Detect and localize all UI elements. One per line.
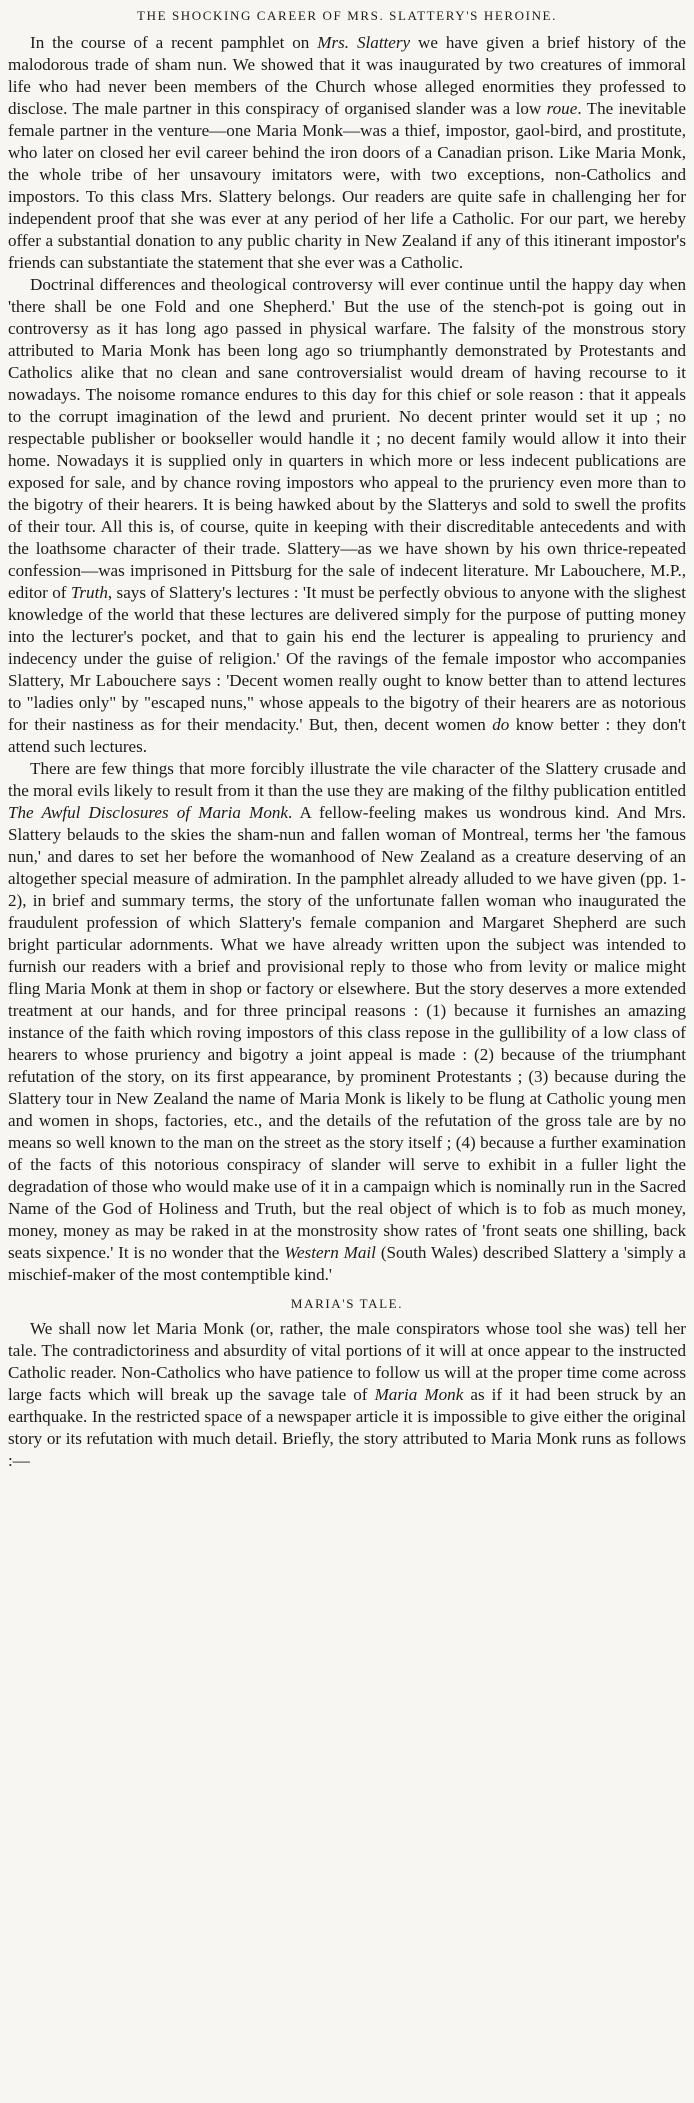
italic-run: Truth bbox=[70, 583, 108, 602]
italic-run: Western Mail bbox=[284, 1243, 376, 1262]
text-run: In the course of a recent pamphlet on bbox=[30, 33, 318, 52]
text-run: We shall now let Maria Monk (or, rather, the male conspirators whose tool she was) tell her tale. The contradictoriness and absurdity of vital portions of it will at once appear to the instructed Catholic reader. Non-Catholics who have patience to follow us will at the proper time come across large facts which will break up the savage tale of bbox=[8, 1319, 686, 1404]
paragraph-1 bbox=[8, 32, 686, 274]
section-heading: MARIA'S TALE. bbox=[290, 1296, 404, 1311]
article-body bbox=[8, 32, 686, 1286]
italic-run: Maria Monk bbox=[374, 1385, 464, 1404]
article-title: THE SHOCKING CAREER OF MRS. SLATTERY'S HEROINE. bbox=[137, 8, 557, 23]
text-run: . The inevitable female partner in the venture—one Maria Monk—was a thief, impostor, gaol-bird, and prostitute, who later on closed her evil career behind the iron doors of a Canadian prison. Like Maria Monk, the whole tribe of her unsavoury imitators were, with two exceptions, non-Catholics and impostors. To this class Mrs. Slattery belongs. Our readers are quite safe in challenging her for independent proof that she was ever at any period of her life a Catholic. For our part, we hereby offer a substantial donation to any public charity in New Zealand if any of this itinerant impostor's friends can substantiate the statement that she ever was a Catholic. bbox=[8, 99, 686, 272]
text-run: , says of Slattery's lectures : 'It must be perfectly obvious to anyone with the slighest knowledge of the world that these lectures are delivered simply for the purpose of putting money into the lecturer's pocket, and that to gain his end the lecturer is appealing to pruriency and indecency under the guise of religion.' Of the ravings of the female impostor who accompanies Slattery, Mr Labouchere says : 'Decent women really ought to know better than to attend lectures to "ladies only" by "escaped nuns," whose appeals to the bigotry of their hearers are as notorious for their nastiness as for their mendacity.' But, then, decent women bbox=[8, 583, 686, 734]
paragraph-2 bbox=[8, 274, 686, 758]
text-run: know better : they don't attend such lectures. bbox=[8, 715, 686, 756]
paragraph-4 bbox=[8, 1318, 686, 1472]
italic-run: do bbox=[492, 715, 510, 734]
text-run: There are few things that more forcibly illustrate the vile character of the Slattery crusade and the moral evils likely to result from it than the use they are making of the filthy publication entitled bbox=[8, 759, 686, 800]
text-run: . A fellow-feeling makes us wondrous kind. And Mrs. Slattery belauds to the skies the sham-nun and fallen woman of Montreal, terms her 'the famous nun,' and dares to set her before the womanhood of New Zealand as a creature deserving of an altogether special measure of admiration. In the pamphlet already alluded to we have given (pp. 1-2), in brief and summary terms, the story of the unfortunate fallen woman who inaugurated the fraudulent profession of which Slattery's female companion and Margaret Shepherd are such bright particular adornments. What we have already written upon the subject was intended to furnish our readers with a brief and provisional reply to those who from levity or malice might fling Maria Monk at them in shop or factory or elsewhere. But the story deserves a more extended treatment at our hands, and for three principal reasons : (1) because it furnishes an amazing instance of the faith which roving impostors of this class repose in the gullibility of a low class of hearers to whose pruriency and bigotry a joint appeal is made : (2) because of the triumphant refutation of the story, on its first appearance, by prominent Protestants ; (3) because during the Slattery tour in New Zealand the name of Maria Monk is likely to be flung at Catholic young men and women in shops, factories, etc., and the details of the refutation of the gross tale are by no means so well known to the man on the street as the story itself ; (4) because a further examination of the facts of this notorious conspiracy of slander will serve to exhibit in a fuller light the degradation of those who would make use of it in a campaign which is nominally run in the Sacred Name of the God of Holiness and Truth, but the real object of which is to fob as much money, money, money as may be raked in at the monstrosity show rates of 'front seats one shilling, back seats sixpence.' It is no wonder that the bbox=[8, 803, 686, 1262]
text-run: as if it had been struck by an earthquake. In the restricted space of a newspaper article it is impossible to give either the original story or its refutation with much detail. Briefly, the story attributed to Maria Monk runs as follows :— bbox=[8, 1385, 686, 1470]
text-run: we have given a brief history of the malodorous trade of sham nun. We showed that it was inaugurated by two creatures of immoral life who had never been members of the Church whose alleged enormities they professed to disclose. The male partner in this conspiracy of organised slander was a low bbox=[8, 33, 687, 118]
italic-run: roue bbox=[546, 99, 578, 118]
italic-run: Mrs. Slattery bbox=[317, 33, 411, 52]
italic-run: The Awful Disclosures of Maria Monk bbox=[8, 803, 289, 822]
paragraph-3 bbox=[8, 758, 686, 1286]
text-run: Doctrinal differences and theological controversy will ever continue until the happy day when 'there shall be one Fold and one Shepherd.' But the use of the stench-pot is going out in controversy as it has long ago passed in physical warfare. The falsity of the monstrous story attributed to Maria Monk has been long ago so triumphantly demonstrated by Protestants and Catholics alike that no clean and sane controversialist would dream of having recourse to it nowadays. The noisome romance endures to this day for this chief or sole reason : that it appeals to the corrupt imagination of the lewd and prurient. No decent printer would set it up ; no respectable publisher or bookseller would handle it ; no decent family would allow it into their home. Nowadays it is supplied only in quarters in which more or less indecent publications are exposed for sale, and by chance roving impostors who appeal to the pruriency even more than to the bigotry of their hearers. It is being hawked about by the Slatterys and sold to swell the profits of their tour. All this is, of course, quite in keeping with their discreditable antecedents and with the loathsome character of their trade. Slattery—as we have shown by his own thrice-repeated confession—was imprisoned in Pittsburg for the sale of indecent literature. Mr Labouchere, M.P., editor of bbox=[8, 275, 686, 602]
text-run: (South Wales) described Slattery a 'simply a mischief-maker of the most contemptible kind.' bbox=[8, 1243, 686, 1284]
